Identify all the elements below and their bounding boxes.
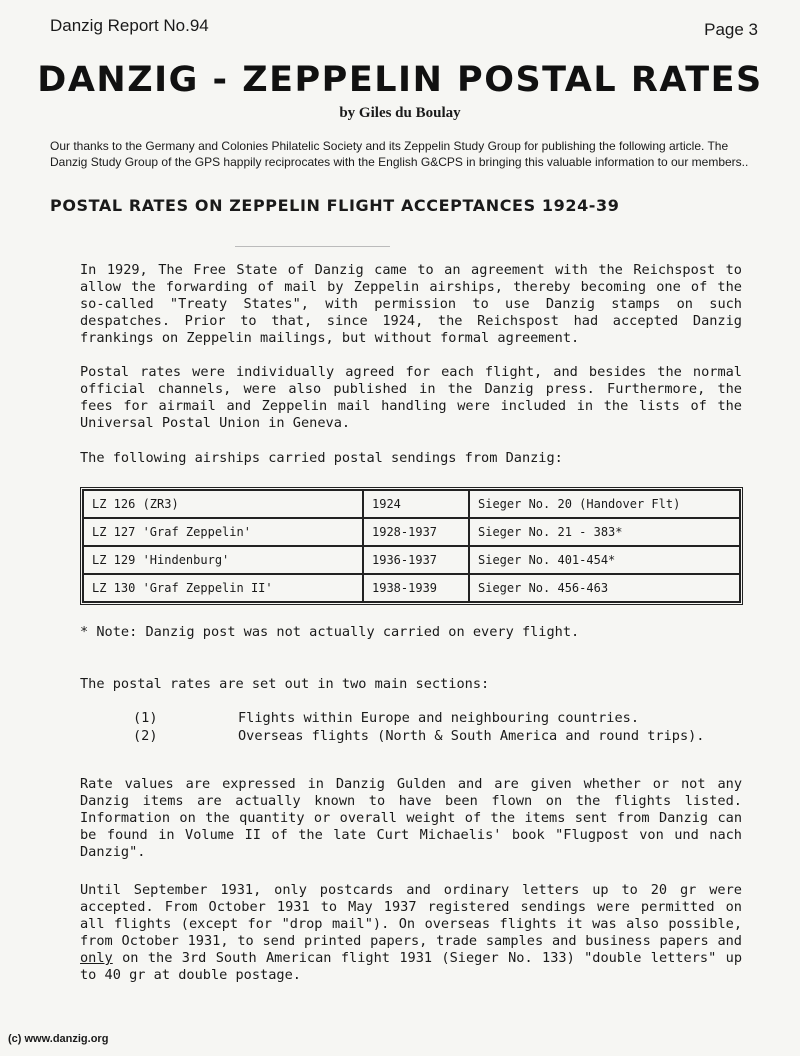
section-text: Overseas flights (North & South America and round trips). <box>238 728 705 744</box>
flight-years: 1928-1937 <box>363 518 469 546</box>
section-number: (1) <box>133 710 158 726</box>
table-row <box>83 518 740 546</box>
paragraph-text: Until September 1931, only postcards and ordinary letters up to 20 gr were accepted. From October 1931 to May 1937 registered sendings were permitted on all flights (except for "drop mail"). On overseas flights it was also possible, from October 1931, to send printed papers, trade samples and business papers and <box>80 882 742 949</box>
flight-years: 1938-1939 <box>363 574 469 602</box>
airship-name: LZ 130 'Graf Zeppelin II' <box>83 574 363 602</box>
copyright-footer: (c) www.danzig.org <box>8 1033 109 1045</box>
table-row <box>83 546 740 574</box>
airship-name: LZ 129 'Hindenburg' <box>83 546 363 574</box>
sieger-numbers: Sieger No. 456-463 <box>469 574 740 602</box>
paragraph-sections-intro: The postal rates are set out in two main sections: <box>80 676 490 692</box>
section-text: Flights within Europe and neighbouring countries. <box>238 710 640 726</box>
byline: by Giles du Boulay <box>339 105 461 121</box>
report-number: Danzig Report No.94 <box>50 16 209 35</box>
section-heading: POSTAL RATES ON ZEPPELIN FLIGHT ACCEPTANCES 1924-39 <box>50 196 620 215</box>
section-number: (2) <box>133 728 158 744</box>
sieger-numbers: Sieger No. 20 (Handover Flt) <box>469 490 740 518</box>
airship-name: LZ 127 'Graf Zeppelin' <box>83 518 363 546</box>
page-number: Page 3 <box>704 20 758 39</box>
table-row <box>83 574 740 602</box>
paragraph-intro: In 1929, The Free State of Danzig came to an agreement with the Reichspost to allow the forwarding of mail by Zeppelin airships, thereby becoming one of the so-called "Treaty States", with permission to use Danzig stamps on such despatches. Prior to that, since 1924, the Reichspost had accepted Danzig frankings on Zeppelin mailings, but without formal agreement. <box>80 262 742 346</box>
paragraph-airships-intro: The following airships carried postal sendings from Danzig: <box>80 450 563 466</box>
sieger-numbers: Sieger No. 401-454* <box>469 546 740 574</box>
article-title: DANZIG - ZEPPELIN POSTAL RATES <box>37 60 763 100</box>
flight-years: 1924 <box>363 490 469 518</box>
paragraph-history <box>80 882 742 984</box>
paragraph-rates: Postal rates were individually agreed for each flight, and besides the normal official channels, were also published in the Danzig press. Furthermore, the fees for airmail and Zeppelin mail handling were included in the lists of the Universal Postal Union in Geneva. <box>80 364 742 431</box>
sieger-numbers: Sieger No. 21 - 383* <box>469 518 740 546</box>
paragraph-values: Rate values are expressed in Danzig Gulden and are given whether or not any Danzig items are actually known to have been flown on the flights listed. Information on the quantity or overall weight of the items sent from Danzig can be found in Volume II of the late Curt Michaelis' book "Flugpost von und nach Danzig". <box>80 776 742 860</box>
acknowledgement: Our thanks to the Germany and Colonies Philatelic Society and its Zeppelin Study Group for publishing the following article. The Danzig Study Group of the GPS happily reciprocates with the English G&CPS in bringing this valuable information to our members.. <box>50 139 749 169</box>
divider <box>235 246 390 247</box>
airships-table <box>80 487 743 605</box>
emphasis-only: only <box>80 950 113 966</box>
table-note: * Note: Danzig post was not actually carried on every flight. <box>80 624 580 640</box>
paragraph-text: on the 3rd South American flight 1931 (Sieger No. 133) "double letters" up to 40 gr at double postage. <box>80 950 742 983</box>
airship-name: LZ 126 (ZR3) <box>83 490 363 518</box>
table-row <box>83 490 740 518</box>
flight-years: 1936-1937 <box>363 546 469 574</box>
